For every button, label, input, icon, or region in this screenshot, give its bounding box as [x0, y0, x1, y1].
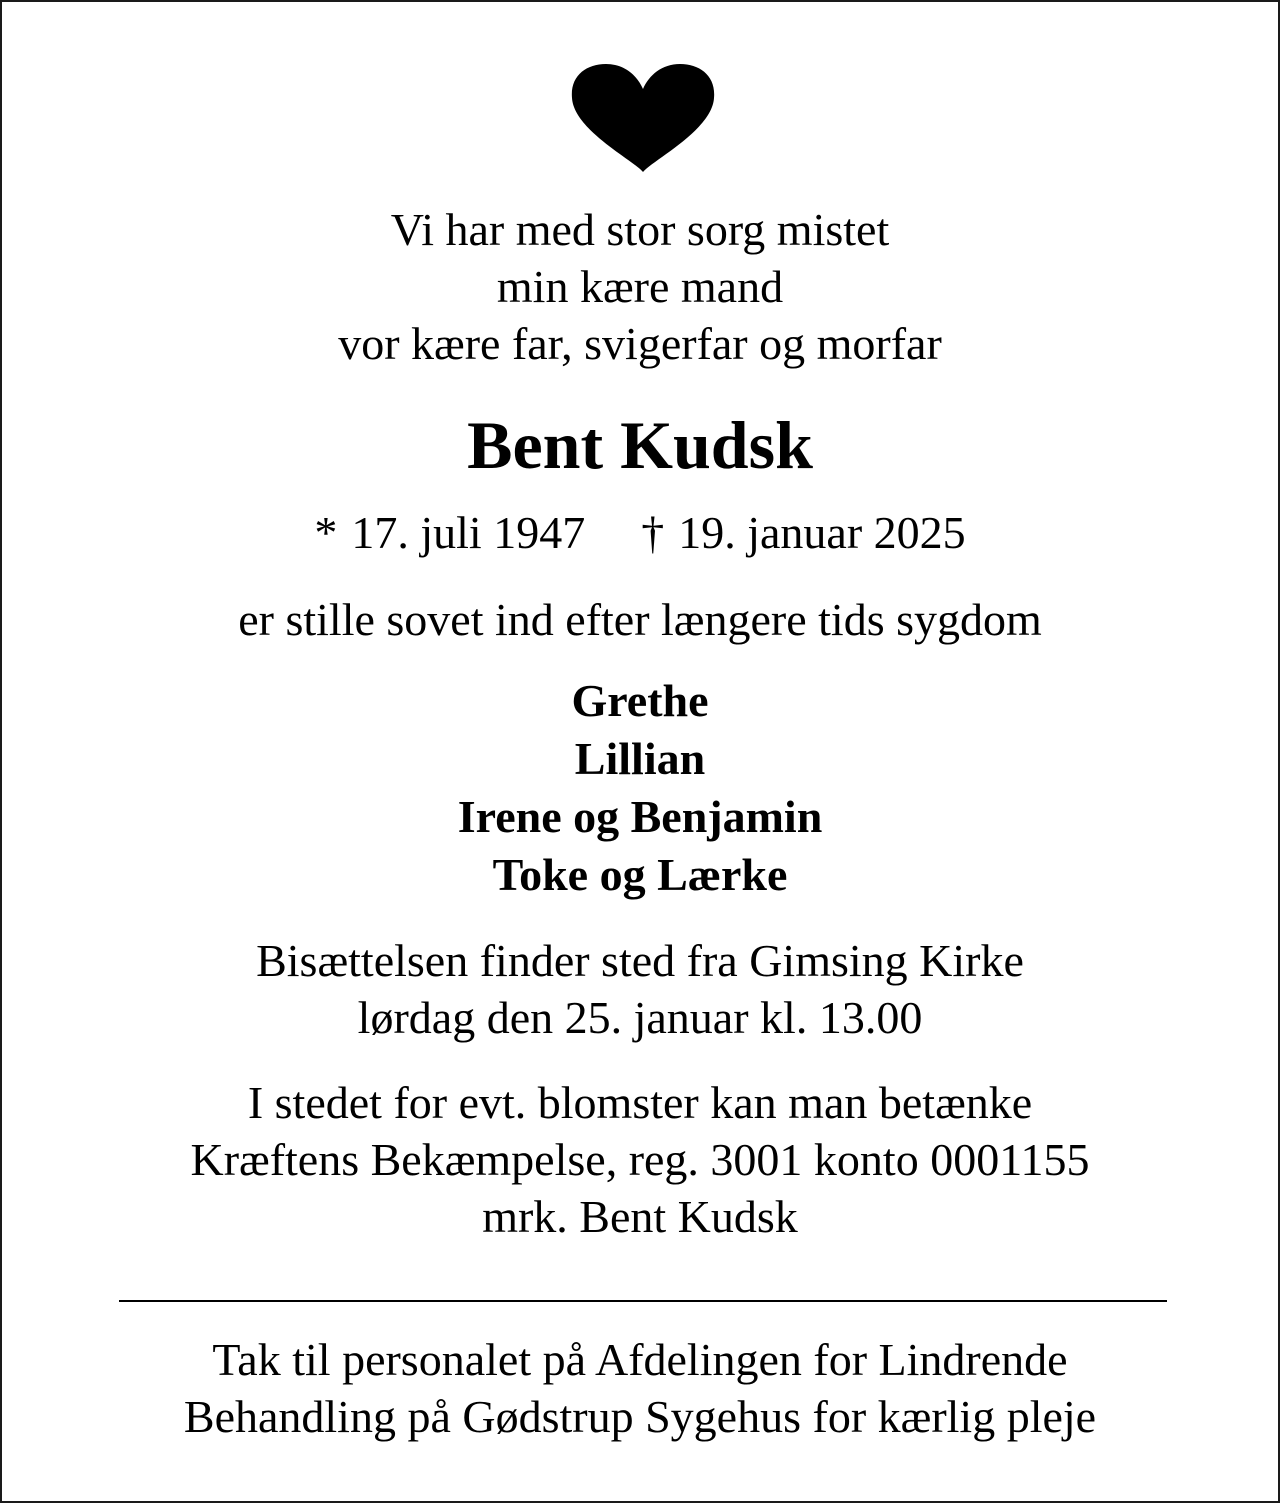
thanks-line-1: Tak til personalet på Afdelingen for Lindrende [212, 1334, 1068, 1385]
birth-date: 17. juli 1947 [351, 507, 586, 558]
thanks-line-2: Behandling på Gødstrup Sygehus for kærlig pleje [183, 1391, 1097, 1442]
donation-line-2: Kræftens Bekæmpelse, reg. 3001 konto 0001155 [190, 1134, 1090, 1185]
intro-line-2: min kære mand [496, 261, 784, 312]
heart-icon [570, 64, 716, 172]
birth-symbol: * [314, 507, 338, 558]
family-member-4: Toke og Lærke [492, 849, 788, 900]
deceased-name: Bent Kudsk [467, 407, 813, 483]
divider-line [119, 1300, 1167, 1302]
intro-line-1: Vi har med stor sorg mistet [390, 204, 890, 255]
funeral-line-1: Bisættelsen finder sted fra Gimsing Kirke [256, 935, 1024, 986]
death-symbol: † [641, 507, 665, 558]
life-dates [2, 505, 1278, 561]
funeral-line-2: lørdag den 25. januar kl. 13.00 [357, 992, 923, 1043]
family-member-1: Grethe [571, 675, 709, 726]
intro-line-3: vor kære far, svigerfar og morfar [338, 318, 942, 369]
donation-line-3: mrk. Bent Kudsk [482, 1191, 798, 1242]
donation-line-1: I stedet for evt. blomster kan man betænke [247, 1077, 1033, 1128]
family-member-2: Lillian [574, 733, 706, 784]
death-date: 19. januar 2025 [678, 507, 966, 558]
passing-line: er stille sovet ind efter længere tids sygdom [238, 594, 1042, 645]
family-member-3: Irene og Benjamin [457, 791, 823, 842]
